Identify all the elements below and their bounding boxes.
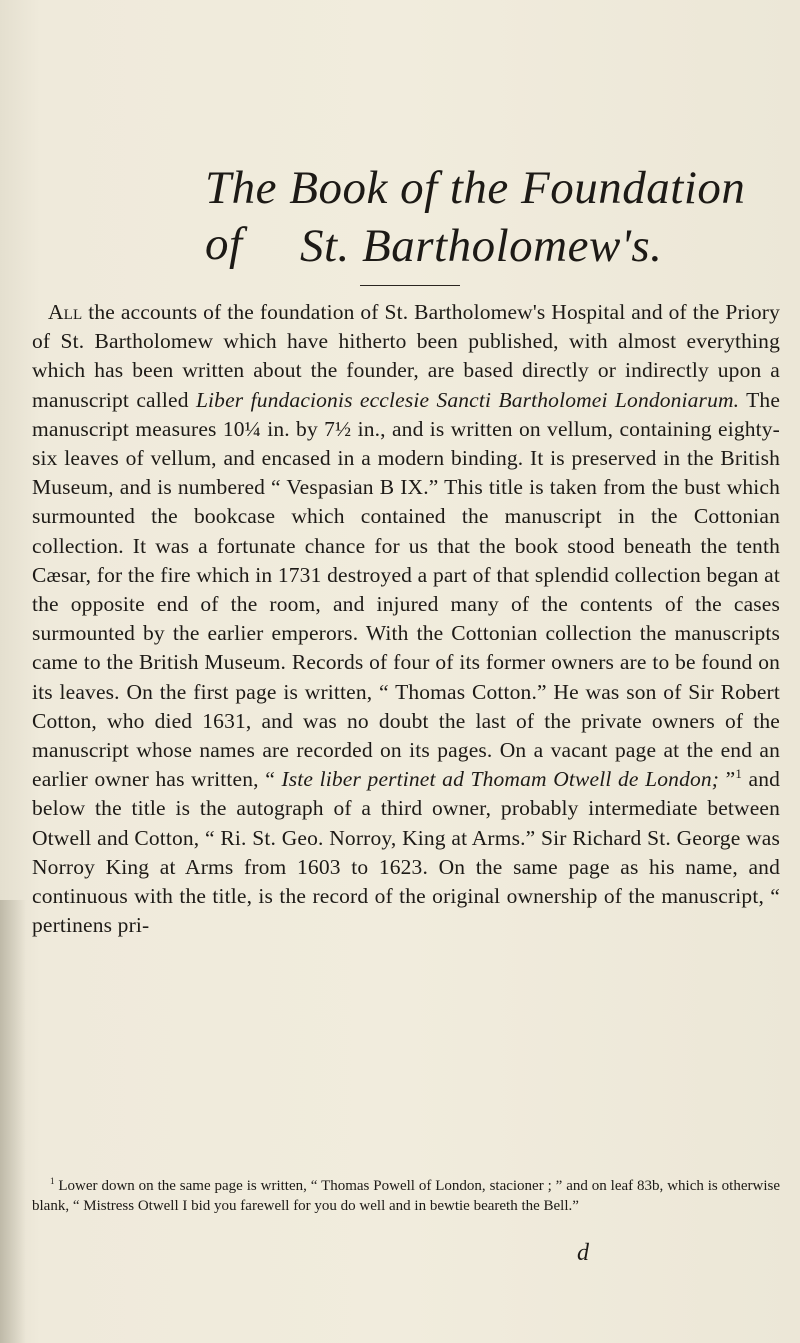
title-line-1: The Book of the Foundation of (205, 162, 746, 270)
manuscript-title: Liber fundacionis ecclesie Sancti Bartholomei Londoniarum. (195, 387, 740, 412)
title-rule (360, 285, 460, 286)
footnote-marker: 1 (50, 1176, 55, 1186)
title-line-2: St. Bartholomew's. (300, 220, 663, 272)
body-text-1: the accounts of the foundation of St. Bartholomew's Hospital and of the Priory of St. Bartholomew which have hitherto been published, with almost everything which has been written about the founder, are based directly or indirectly upon a manuscript called (32, 300, 780, 412)
footnote (32, 1177, 780, 1216)
footnote-paragraph (32, 1177, 780, 1216)
body-text-2: The manuscript measures 10¼ in. by 7½ in., and is written on vellum, containing eighty-six leaves of vellum, and encased in a modern binding. It is preserved in the British Museum, and is numbered “ Vespasian B IX.” This title is taken from the bust which surmounted the bookcase which contained the manuscript in the Cottonian collection. It was a fortunate chance for us that the book stood beneath the tenth Cæsar, for the fire which in 1731 destroyed a part of that splendid collection began at the opposite end of the room, and injured many of the contents of the cases surmounted by the earlier emperors. With the Cottonian collection the manuscripts came to the British Museum. Records of four of its former owners are to be found on its leaves. On the first page is written, “ Thomas Cotton.” He was son of Sir Robert Cotton, who died 1631, and was no doubt the last of the private owners of the manuscript whose names are recorded on its pages. On a vacant page at the end an earlier owner has written, “ (32, 387, 781, 792)
page-edge-shadow (0, 900, 26, 1343)
opening-word: All (48, 300, 83, 324)
latin-quote: Iste liber pertinet ad Thomam Otwell de London; (281, 767, 720, 792)
footnote-ref: 1 (735, 767, 742, 782)
body-text (32, 298, 780, 940)
body-text-3: ” (719, 767, 736, 792)
body-paragraph (32, 298, 780, 940)
signature-mark: d (577, 1240, 589, 1266)
footnote-text: Lower down on the same page is written, “ Thomas Powell of London, stacioner ; ” and on leaf 83b, which is otherwise blank, “ Mistress Otwell I bid you farewell for you do well and in bewtie beareth the Bell.” (32, 1178, 780, 1214)
body-text-4: and below the title is the autograph of a third owner, probably intermediate between Otwell and Cotton, “ Ri. St. Geo. Norroy, King at Arms.” Sir Richard St. George was Norroy King at Arms from 1603 to 1623. On the same page as his name, and continuous with the title, is the record of the original ownership of the manuscript, “ pertinens pri- (32, 767, 780, 938)
